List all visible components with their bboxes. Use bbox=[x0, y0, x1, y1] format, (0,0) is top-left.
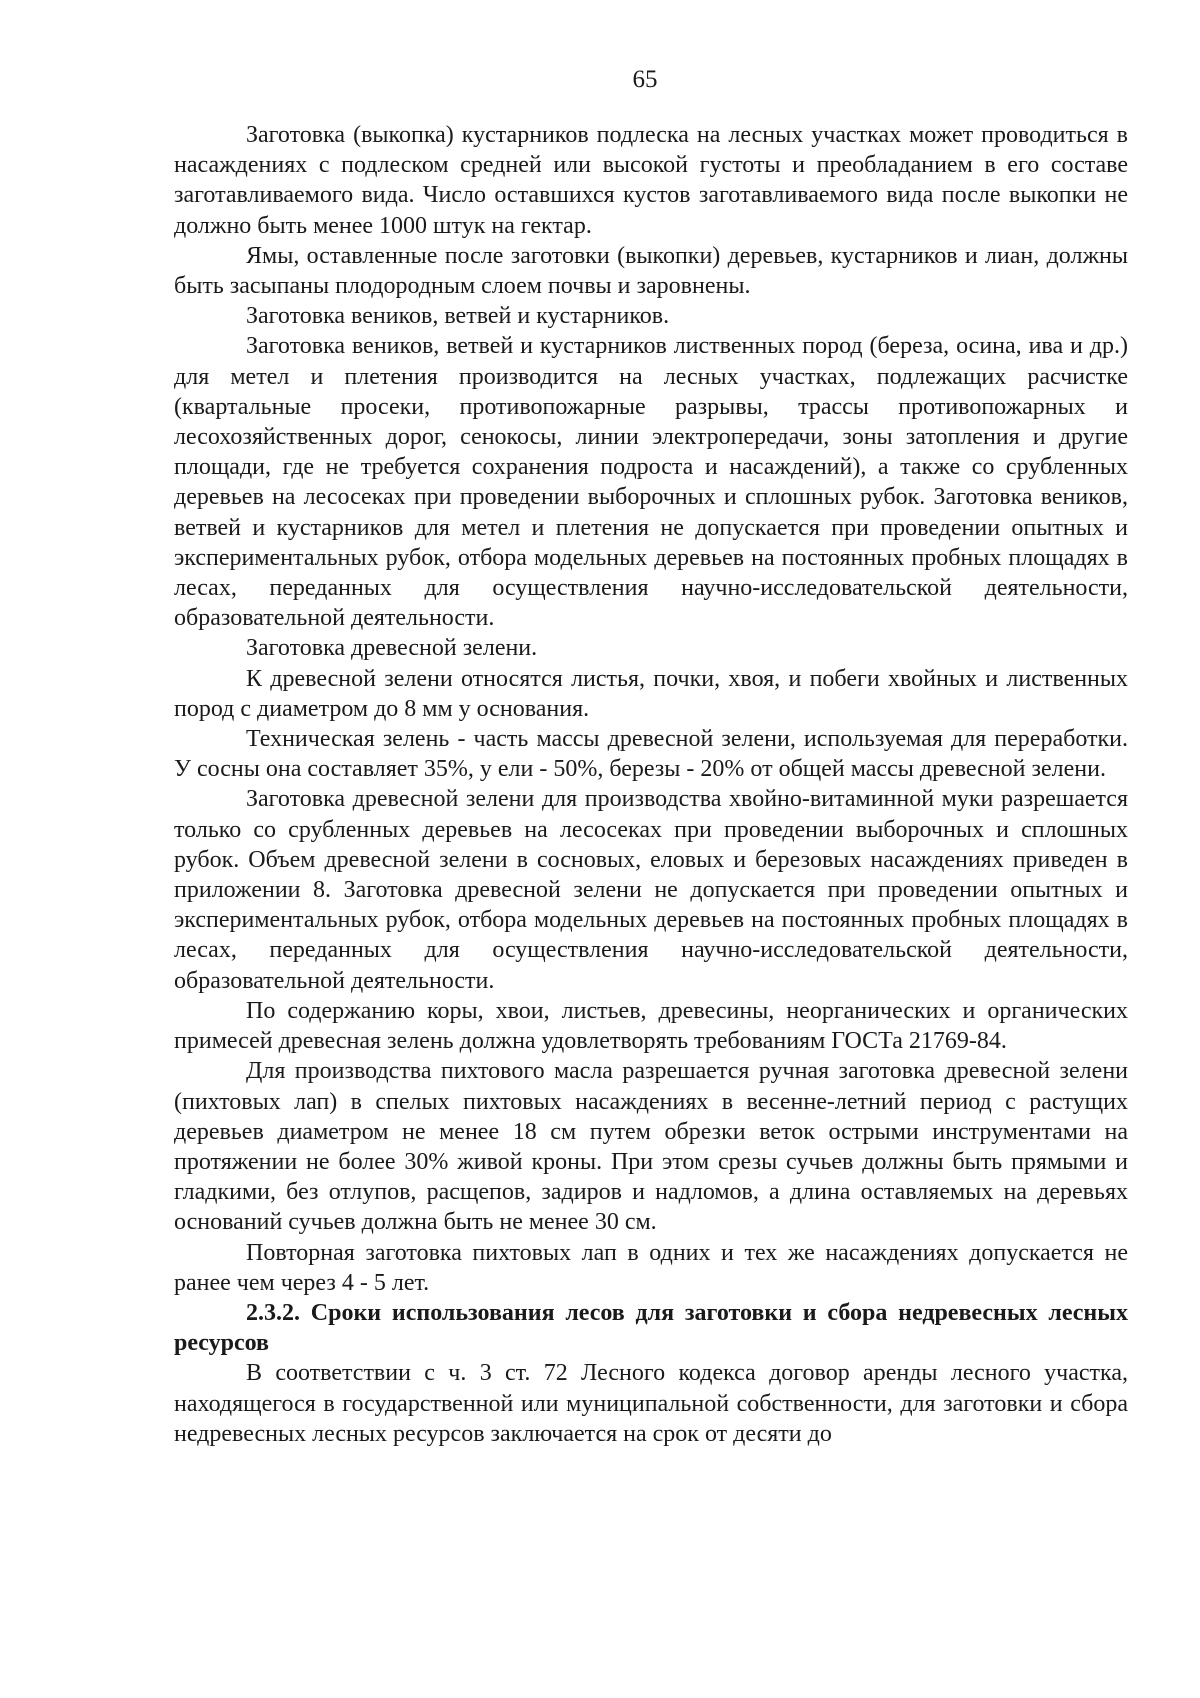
paragraph-fir-oil: Для производства пихтового масла разрешается ручная заготовка древесной зелени (пихтовых лап) в спелых пихтовых насаждениях в весенне-летний период с растущих деревьев диаметром не менее 18 см путем обрезки веток острыми инструментами на протяжении не более 30% живой кроны. При этом срезы сучьев должны быть прямыми и гладкими, без отлупов, расщепов, задиров и надломов, а длина оставляемых на деревьях оснований сучьев должна быть не менее 30 см. bbox=[174, 1058, 1128, 1236]
paragraph-shrub-harvesting: Заготовка (выкопка) кустарников подлеска на лесных участках может проводиться в насаждениях с подлеском средней или высокой густоты и преобладанием в его составе заготавливаемого вида. Число оставшихся кустов заготавливаемого вида после выкопки не должно быть менее 1000 штук на гектар. bbox=[174, 122, 1128, 239]
paragraph-greenery-gost: По содержанию коры, хвои, листьев, древесины, неорганических и органических примесей древесная зелень должна удовлетворять требованиям ГОСТа 21769-84. bbox=[174, 997, 1128, 1055]
paragraph-greenery-definition: К древесной зелени относятся листья, почки, хвоя, и побеги хвойных и лиственных пород с диаметром до 8 мм у основания. bbox=[174, 665, 1128, 722]
paragraph-brooms-rules: Заготовка веников, ветвей и кустарников лиственных пород (береза, осина, ива и др.) для метел и плетения производится на лесных участках, подлежащих расчистке (квартальные просеки, противопожарные разрывы, трассы противопожарных и лесохозяйственных дорог, сенокосы, линии электропередачи, зоны затопления и другие площади, где не требуется сохранения подроста и насаждений), а также со срубленных деревьев на лесосеках при проведении выборочных и сплошных рубок. Заготовка веников, ветвей и кустарников для метел и плетения не допускается при проведении опытных и экспериментальных рубок, отбора модельных деревьев на постоянных пробных площадях в лесах, переданных для осуществления научно-исследовательской деятельности, образовательной деятельности. bbox=[174, 333, 1128, 632]
paragraph-technical-greenery: Техническая зелень - часть массы древесной зелени, используемая для переработки. У сосны она составляет 35%, у ели - 50%, березы - 20% от общей массы древесной зелени. bbox=[174, 726, 1128, 783]
paragraph-greenery-flour: Заготовка древесной зелени для производства хвойно-витаминной муки разрешается только со срубленных деревьев на лесосеках при проведении выборочных и сплошных рубок. Объем древесной зелени в сосновых, еловых и березовых насаждениях приведен в приложении 8. Заготовка древесной зелени не допускается при проведении опытных и экспериментальных рубок, отбора модельных деревьев на постоянных пробных площадях в лесах, переданных для осуществления научно-исследовательской деятельности, образовательной деятельности. bbox=[174, 786, 1128, 994]
paragraph-greenery-heading: Заготовка древесной зелени. bbox=[246, 635, 538, 662]
paragraph-brooms-heading: Заготовка веников, ветвей и кустарников. bbox=[246, 303, 670, 330]
section-heading: 2.3.2. Сроки использования лесов для заготовки и сбора недревесных лесных ресурсов bbox=[174, 1299, 1128, 1357]
paragraph-lease-term: В соответствии с ч. 3 ст. 72 Лесного кодекса договор аренды лесного участка, находящегося в государственной или муниципальной собственности, для заготовки и сбора недревесных лесных ресурсов заключается на срок от десяти до bbox=[174, 1360, 1128, 1447]
paragraph-pits-filling: Ямы, оставленные после заготовки (выкопки) деревьев, кустарников и лиан, должны быть засыпаны плодородным слоем почвы и заровнены. bbox=[174, 242, 1128, 300]
document-body bbox=[174, 120, 1128, 1449]
paragraph-repeat-harvest: Повторная заготовка пихтовых лап в одних и тех же насаждениях допускается не ранее чем через 4 - 5 лет. bbox=[174, 1239, 1128, 1296]
page-number: 65 bbox=[632, 66, 658, 93]
